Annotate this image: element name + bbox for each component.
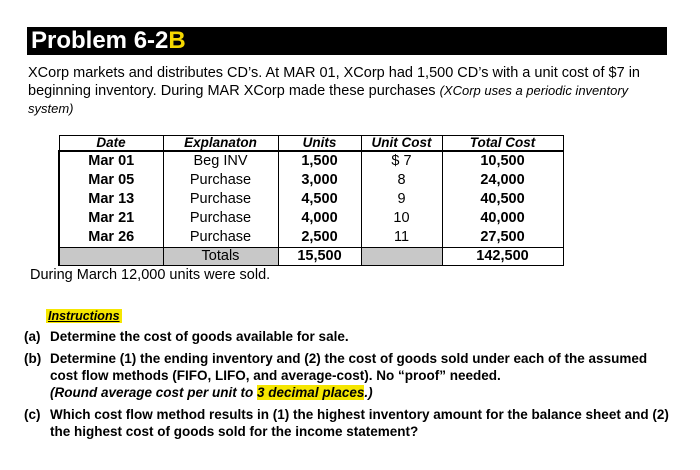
- item-text-group: [50, 350, 674, 401]
- cell-unit-cost: 9: [361, 190, 442, 209]
- totals-units: 15,500: [278, 248, 361, 266]
- header-units: Units: [278, 136, 361, 152]
- header-explanation: Explanaton: [163, 136, 278, 152]
- rounding-note-pre: (Round average cost per unit to: [50, 385, 258, 400]
- table-row: [59, 228, 563, 248]
- instruction-item: [24, 350, 674, 401]
- cell-date: Mar 21: [59, 209, 163, 228]
- cell-explanation: Purchase: [163, 209, 278, 228]
- item-text: Determine the cost of goods available for sale.: [50, 329, 349, 344]
- cell-explanation: Purchase: [163, 228, 278, 248]
- totals-blank-cell: [59, 248, 163, 266]
- problem-title-suffix: B: [168, 27, 186, 54]
- table-row: [59, 151, 563, 171]
- table-row: [59, 190, 563, 209]
- cell-explanation: Purchase: [163, 171, 278, 190]
- cell-total-cost: 27,500: [442, 228, 563, 248]
- cell-date: Mar 05: [59, 171, 163, 190]
- cell-units: 4,000: [278, 209, 361, 228]
- inventory-table: [58, 135, 564, 266]
- problem-title: [27, 27, 667, 55]
- header-unit-cost: Unit Cost: [361, 136, 442, 152]
- header-total-cost: Total Cost: [442, 136, 563, 152]
- instructions-heading: Instructions: [48, 309, 120, 323]
- intro-text: XCorp markets and distributes CD’s. At MAR 01, XCorp had 1,500 CD’s with a unit cost of $7 in beginning inventory. During MAR XCorp made these purchases: [28, 65, 640, 99]
- cell-explanation: Purchase: [163, 190, 278, 209]
- cell-units: 4,500: [278, 190, 361, 209]
- cell-unit-cost: $ 7: [361, 151, 442, 171]
- table-row: [59, 171, 563, 190]
- cell-date: Mar 13: [59, 190, 163, 209]
- rounding-note-highlight: 3 decimal places: [257, 385, 365, 400]
- item-text: Determine (1) the ending inventory and (2) the cost of goods sold under each of the assumed cost flow methods (FIFO, LIFO, and average-cost). No “proof” needed.: [50, 351, 648, 383]
- cell-total-cost: 40,500: [442, 190, 563, 209]
- cell-date: Mar 01: [59, 151, 163, 171]
- units-sold-text: During March 12,000 units were sold.: [30, 267, 271, 283]
- cell-units: 1,500: [278, 151, 361, 171]
- instruction-item: [24, 406, 674, 440]
- cell-total-cost: 40,000: [442, 209, 563, 228]
- totals-blank-cell: [361, 248, 442, 266]
- cell-date: Mar 26: [59, 228, 163, 248]
- header-date: Date: [59, 136, 163, 152]
- cell-total-cost: 24,000: [442, 171, 563, 190]
- table-row: [59, 209, 563, 228]
- cell-unit-cost: 10: [361, 209, 442, 228]
- instruction-list: [24, 328, 674, 445]
- instruction-item: [24, 328, 674, 345]
- item-label: (b): [24, 351, 42, 366]
- item-label: (a): [24, 329, 41, 344]
- intro-note: (XCorp uses a periodic inventory system): [28, 83, 629, 116]
- table-header-row: [59, 136, 563, 152]
- cell-unit-cost: 8: [361, 171, 442, 190]
- totals-label: Totals: [163, 248, 278, 266]
- cell-units: 2,500: [278, 228, 361, 248]
- totals-row: [59, 248, 563, 266]
- rounding-note-post: .): [364, 385, 373, 400]
- intro-paragraph: [28, 64, 673, 118]
- problem-title-prefix: Problem 6-2: [31, 27, 169, 54]
- cell-total-cost: 10,500: [442, 151, 563, 171]
- item-text: Which cost flow method results in (1) the highest inventory amount for the balance sheet and (2) the highest cost of goods sold for the income statement?: [50, 407, 669, 439]
- item-label: (c): [24, 407, 41, 422]
- cell-explanation: Beg INV: [163, 151, 278, 171]
- cell-units: 3,000: [278, 171, 361, 190]
- rounding-note: [50, 385, 373, 400]
- totals-total-cost: 142,500: [442, 248, 563, 266]
- cell-unit-cost: 11: [361, 228, 442, 248]
